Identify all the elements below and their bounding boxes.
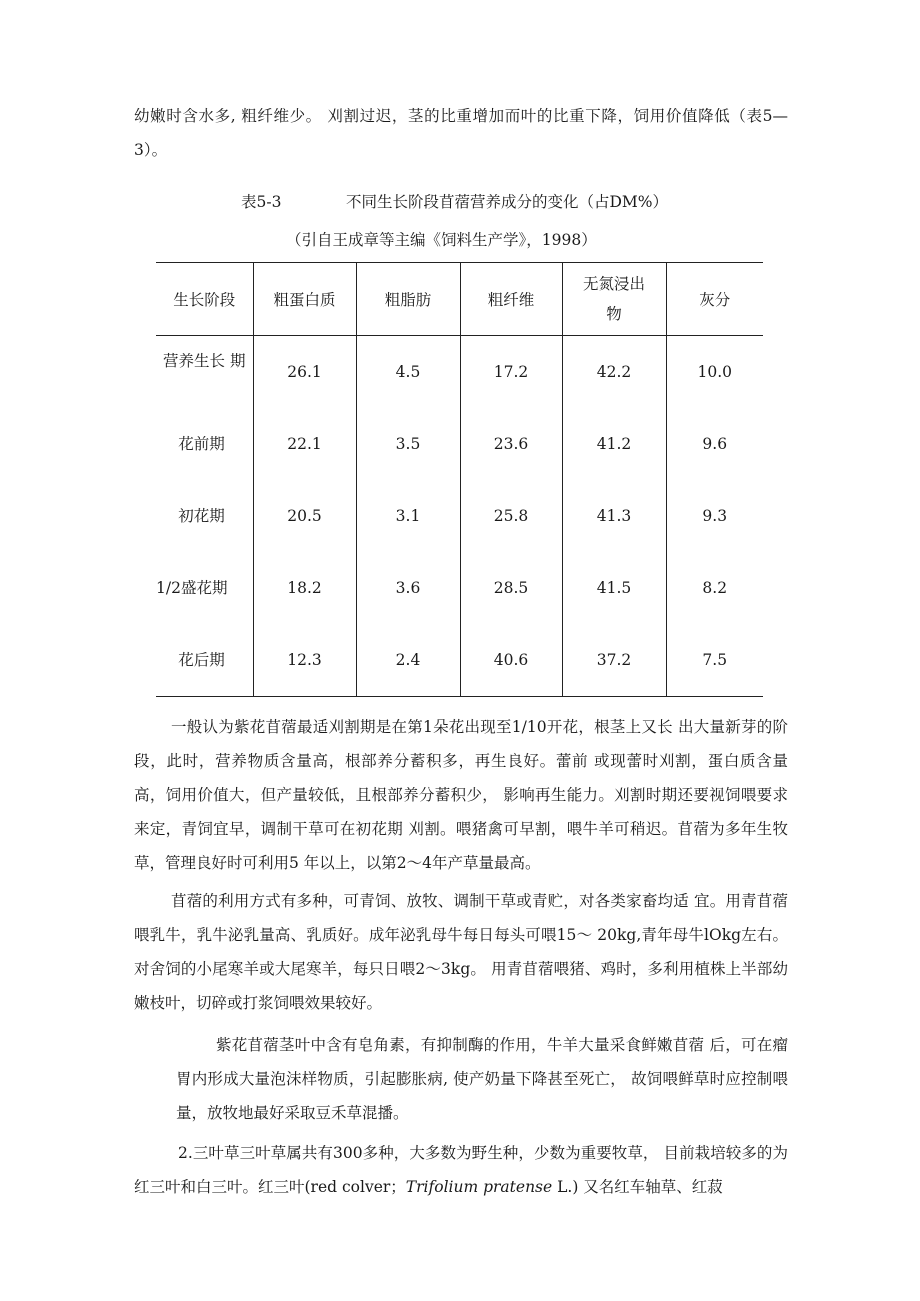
value-cell: 10.0 — [697, 363, 732, 381]
table-header-row — [156, 263, 763, 336]
clover-text-end: L.) 又名红车轴草、红菽 — [552, 1178, 723, 1196]
value-cell: 4.5 — [356, 336, 460, 409]
value-cell: 18.2 — [253, 552, 356, 624]
stage-cell: 花后期 — [156, 624, 253, 697]
warning-paragraph: 紫花苜蓿茎叶中含有皂角素，有抑制酶的作用，牛羊大量采食鲜嫩苜蓿 后，可在瘤胃内形成大量泡沫样物质，引起膨胀病, 使产奶量下降甚至死亡， 故饲喂鲜草时应控制喂量，放牧地最好采取豆禾草混播。 — [176, 1036, 788, 1122]
usage-paragraph: 苜蓿的利用方式有多种，可青饲、放牧、调制干草或青贮，对各类家畜均适 宜。用青苜蓿喂乳牛，乳牛泌乳量高、乳质好。成年泌乳母牛每日每头可喂15～ 20kg,青年母牛lOkg左右。对舍饲的小尾寒羊或大尾寒羊，每只日喂2～3kg。 用青苜蓿喂猪、鸡时，多利用植株上半部幼嫩枝叶，切碎或打浆饲喂效果较好。 — [134, 892, 788, 1012]
table-caption-title: 不同生长阶段苜蓿营养成分的变化（占DM%） — [346, 193, 669, 211]
value-cell: 3.5 — [356, 408, 460, 480]
header-ash: 灰分 — [666, 263, 763, 336]
value-cell: 9.3 — [702, 507, 728, 525]
clover-scientific-name: Trifolium pratense — [405, 1178, 553, 1196]
header-crude-fiber: 粗纤维 — [460, 263, 562, 336]
table-row — [156, 552, 763, 624]
table-caption-number: 表5-3 — [241, 193, 282, 211]
value-cell: 40.6 — [460, 624, 562, 697]
value-cell: 26.1 — [253, 336, 356, 409]
value-cell: 22.1 — [253, 408, 356, 480]
value-cell: 9.6 — [702, 435, 728, 453]
value-cell: 42.2 — [562, 336, 666, 409]
value-cell: 20.5 — [253, 480, 356, 552]
header-crude-fat: 粗脂肪 — [356, 263, 460, 336]
table-row — [156, 336, 763, 409]
value-cell: 25.8 — [460, 480, 562, 552]
nutrition-table — [156, 262, 763, 697]
stage-cell: 花前期 — [156, 408, 253, 480]
value-cell: 41.3 — [562, 480, 666, 552]
table-row — [156, 624, 763, 697]
value-cell: 8.2 — [702, 579, 728, 597]
value-cell: 7.5 — [666, 624, 763, 697]
value-cell: 41.2 — [562, 408, 666, 480]
value-cell: 28.5 — [460, 552, 562, 624]
harvest-paragraph: 一般认为紫花苜蓿最适刈割期是在第1朵花出现至1/10开花，根茎上又长 出大量新芽的阶段，此时，营养物质含量高，根部养分蓄积多，再生良好。蕾前 或现蕾时刈割，蛋白质含量高，饲用价值大，但产量较低，且根部养分蓄积少， 影响再生能力。刈割时期还要视饲喂要求来定，青饲宜早，调制干草可在初花期 刈割。喂猪禽可早割，喂牛羊可稍迟。苜蓿为多年生牧草，管理良好时可利用5 年以上，以第2～4年产草量最高。 — [134, 718, 788, 872]
value-cell: 41.5 — [562, 552, 666, 624]
value-cell: 37.2 — [562, 624, 666, 697]
value-cell: 23.6 — [460, 408, 562, 480]
value-cell: 17.2 — [460, 336, 562, 409]
intro-paragraph: 幼嫩时含水多, 粗纤维少。 刈割过迟，茎的比重增加而叶的比重下降，饲用价值降低（表5—3）。 — [134, 107, 788, 159]
value-cell: 3.1 — [356, 480, 460, 552]
stage-cell: 1/2盛花期 — [156, 552, 253, 624]
clover-paragraph — [134, 1136, 788, 1204]
table-caption-source: （引自王成章等主编《饲料生产学》，1998） — [286, 231, 597, 249]
header-stage: 生长阶段 — [156, 263, 253, 336]
header-nfe: 无氮浸出物 — [562, 263, 666, 336]
clover-text-start: 2.三叶草三叶草属共有300多种，大多数为野生种，少数为重要牧草， 目前栽培较多的为红三叶和白三叶。红三叶(red colver； — [134, 1144, 788, 1196]
value-cell: 2.4 — [356, 624, 460, 697]
table-row — [156, 480, 763, 552]
stage-cell: 初花期 — [156, 480, 253, 552]
header-crude-protein: 粗蛋白质 — [253, 263, 356, 336]
stage-cell: 营养生长 期 — [156, 336, 253, 409]
value-cell: 3.6 — [356, 552, 460, 624]
value-cell: 12.3 — [253, 624, 356, 697]
table-row — [156, 408, 763, 480]
